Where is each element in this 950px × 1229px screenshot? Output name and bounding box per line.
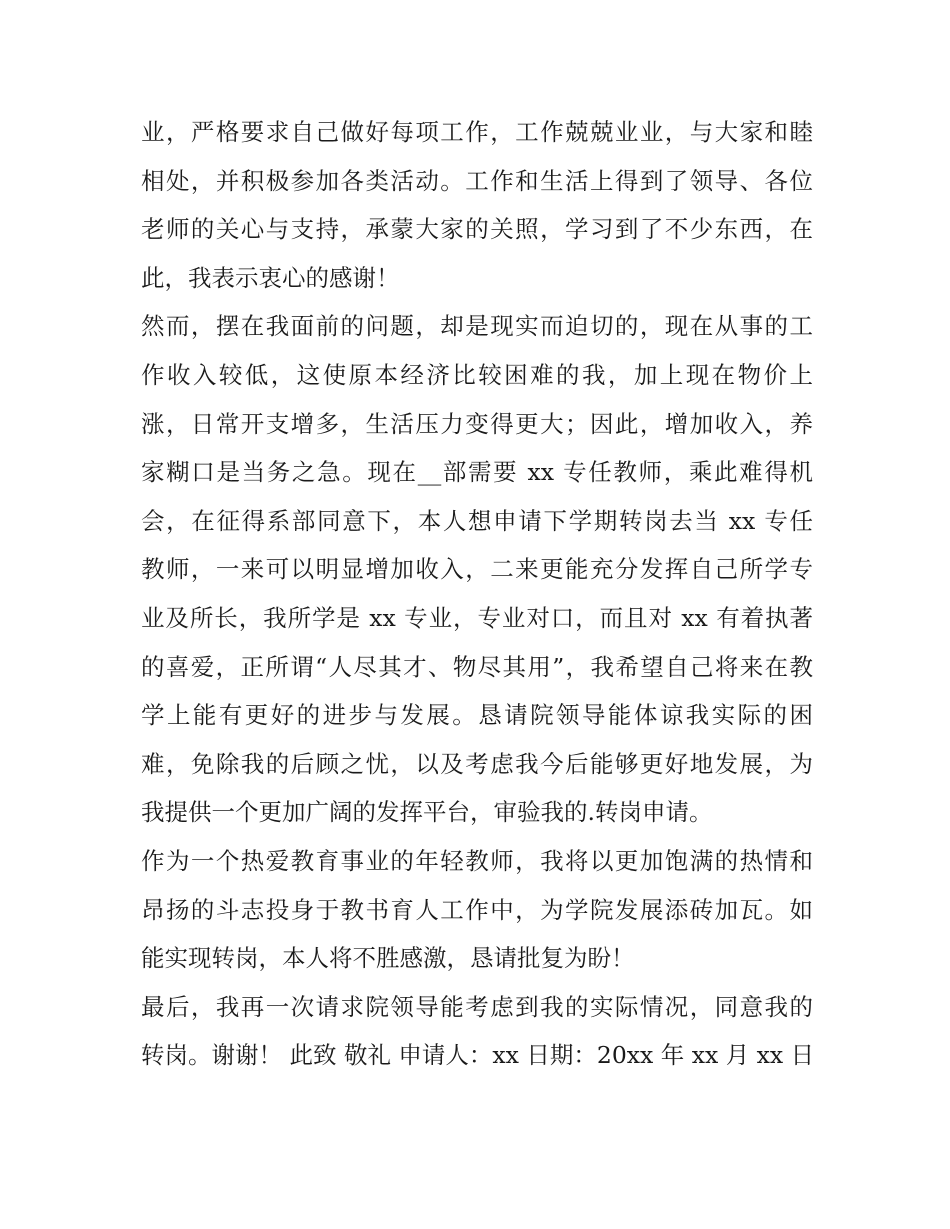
text-line: 老师的关心与支持，承蒙大家的关照，学习到了不少东西，在 xyxy=(141,215,813,244)
document-body xyxy=(141,108,813,1080)
paragraph-2 xyxy=(141,302,813,837)
text-line: 家糊口是当务之急。现在__部需要 xx 专任教师，乘此难得机 xyxy=(141,458,813,487)
text-line: 会，在征得系部同意下，本人想申请下学期转岗去当 xx 专任 xyxy=(141,506,813,535)
text-line: 相处，并积极参加各类活动。工作和生活上得到了领导、各位 xyxy=(141,166,813,195)
text-line: 我提供一个更加广阔的发挥平台，审验我的.转岗申请。 xyxy=(141,798,713,827)
text-line: 业，严格要求自己做好每项工作，工作兢兢业业，与大家和睦 xyxy=(141,118,813,146)
text-line: 涨，日常开支增多，生活压力变得更大；因此，增加收入，养 xyxy=(141,409,813,438)
text-line: 作为一个热爱教育事业的年轻教师，我将以更加饱满的热情和 xyxy=(141,846,813,875)
paragraph-3 xyxy=(141,837,813,983)
text-line: 此，我表示衷心的感谢！ xyxy=(141,263,400,292)
text-line: 昂扬的斗志投身于教书育人工作中，为学院发展添砖加瓦。如 xyxy=(141,895,813,924)
paragraph-4 xyxy=(141,983,813,1080)
text-line: 最后，我再一次请求院领导能考虑到我的实际情况，同意我的 xyxy=(141,992,813,1021)
text-line: 能实现转岗，本人将不胜感激，恳请批复为盼！ xyxy=(141,944,635,973)
text-line: 转岗。谢谢！ 此致 敬礼 申请人：xx 日期：20xx 年 xx 月 xx 日 xyxy=(141,1041,815,1070)
text-line: 难，免除我的后顾之忧，以及考虑我今后能够更好地发展，为 xyxy=(141,749,813,778)
paragraph-1 xyxy=(141,108,813,302)
text-line: 教师，一来可以明显增加收入，二来更能充分发挥自己所学专 xyxy=(141,555,813,584)
text-line: 然而，摆在我面前的问题，却是现实而迫切的，现在从事的工 xyxy=(141,312,813,341)
text-line: 学上能有更好的进步与发展。恳请院领导能体谅我实际的困 xyxy=(141,701,813,730)
text-line: 的喜爱，正所谓“人尽其才、物尽其用”，我希望自己将来在教 xyxy=(141,652,813,681)
text-line: 作收入较低，这使原本经济比较困难的我，加上现在物价上 xyxy=(141,360,813,389)
text-line: 业及所长，我所学是 xx 专业，专业对口，而且对 xx 有着执著 xyxy=(141,603,813,632)
